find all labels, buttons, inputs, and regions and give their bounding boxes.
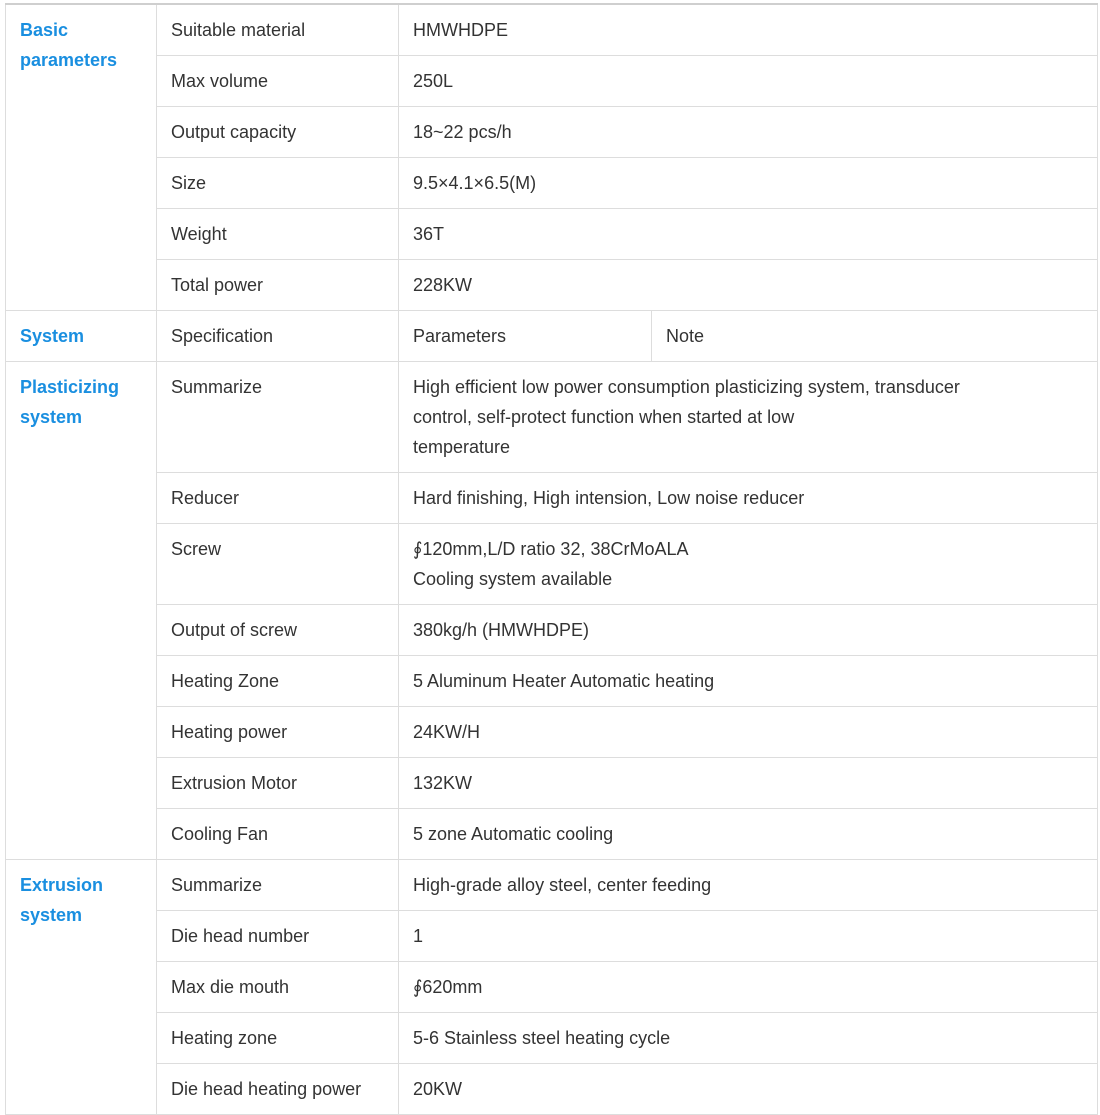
value-line: Cooling system available (413, 569, 613, 589)
param-value: 5 zone Automatic cooling (399, 809, 1098, 860)
param-label: Extrusion Motor (157, 758, 399, 809)
table-row (6, 911, 1098, 962)
param-value: 9.5×4.1×6.5(M) (399, 158, 1098, 209)
table-row (6, 758, 1098, 809)
table-row (6, 605, 1098, 656)
param-label: Summarize (157, 860, 399, 911)
group-label-plasticizing-system: Plasticizing system (6, 362, 157, 860)
table-row (6, 158, 1098, 209)
table-row (6, 56, 1098, 107)
param-value: ∮620mm (399, 962, 1098, 1013)
column-header-parameters: Parameters (399, 311, 652, 362)
param-label: Heating power (157, 707, 399, 758)
table-row (6, 1013, 1098, 1064)
group-label-system: System (6, 311, 157, 362)
param-value: 24KW/H (399, 707, 1098, 758)
column-header-specification: Specification (157, 311, 399, 362)
group-label-basic-parameters: Basic parameters (6, 4, 157, 311)
param-label: Heating Zone (157, 656, 399, 707)
param-label: Reducer (157, 473, 399, 524)
param-value: 380kg/h (HMWHDPE) (399, 605, 1098, 656)
table-row (6, 962, 1098, 1013)
value-line: High efficient low power consumption plasticizing system, transducer (413, 377, 960, 397)
param-value (399, 362, 1098, 473)
param-label: Max volume (157, 56, 399, 107)
param-value: 228KW (399, 260, 1098, 311)
param-value: 5-6 Stainless steel heating cycle (399, 1013, 1098, 1064)
param-value: 132KW (399, 758, 1098, 809)
param-label: Total power (157, 260, 399, 311)
param-value: 5 Aluminum Heater Automatic heating (399, 656, 1098, 707)
param-value: High-grade alloy steel, center feeding (399, 860, 1098, 911)
table-row (6, 524, 1098, 605)
param-value: Hard finishing, High intension, Low noise reducer (399, 473, 1098, 524)
param-label: Max die mouth (157, 962, 399, 1013)
param-label: Output of screw (157, 605, 399, 656)
param-label: Weight (157, 209, 399, 260)
value-line: ∮120mm,L/D ratio 32, 38CrMoALA (413, 539, 689, 559)
param-value: HMWHDPE (399, 4, 1098, 56)
column-header-note: Note (652, 311, 1098, 362)
table-row (6, 707, 1098, 758)
param-value: 20KW (399, 1064, 1098, 1115)
param-label: Output capacity (157, 107, 399, 158)
param-label: Screw (157, 524, 399, 605)
table-row (6, 209, 1098, 260)
param-label: Die head number (157, 911, 399, 962)
spec-table (5, 3, 1098, 1115)
param-label: Suitable material (157, 4, 399, 56)
group-label-extrusion-system: Extrusion system (6, 860, 157, 1115)
param-label: Summarize (157, 362, 399, 473)
value-line: control, self-protect function when started at low (413, 407, 795, 427)
table-row (6, 473, 1098, 524)
table-row (6, 107, 1098, 158)
table-row (6, 809, 1098, 860)
table-row (6, 362, 1098, 473)
param-label: Die head heating power (157, 1064, 399, 1115)
param-label: Cooling Fan (157, 809, 399, 860)
table-row (6, 860, 1098, 911)
param-value (399, 524, 1098, 605)
table-row (6, 1064, 1098, 1115)
param-value: 36T (399, 209, 1098, 260)
table-row (6, 656, 1098, 707)
table-row (6, 4, 1098, 56)
param-label: Size (157, 158, 399, 209)
param-label: Heating zone (157, 1013, 399, 1064)
table-row (6, 260, 1098, 311)
param-value: 250L (399, 56, 1098, 107)
param-value: 1 (399, 911, 1098, 962)
param-value: 18~22 pcs/h (399, 107, 1098, 158)
table-header-row (6, 311, 1098, 362)
value-line: temperature (413, 437, 511, 457)
